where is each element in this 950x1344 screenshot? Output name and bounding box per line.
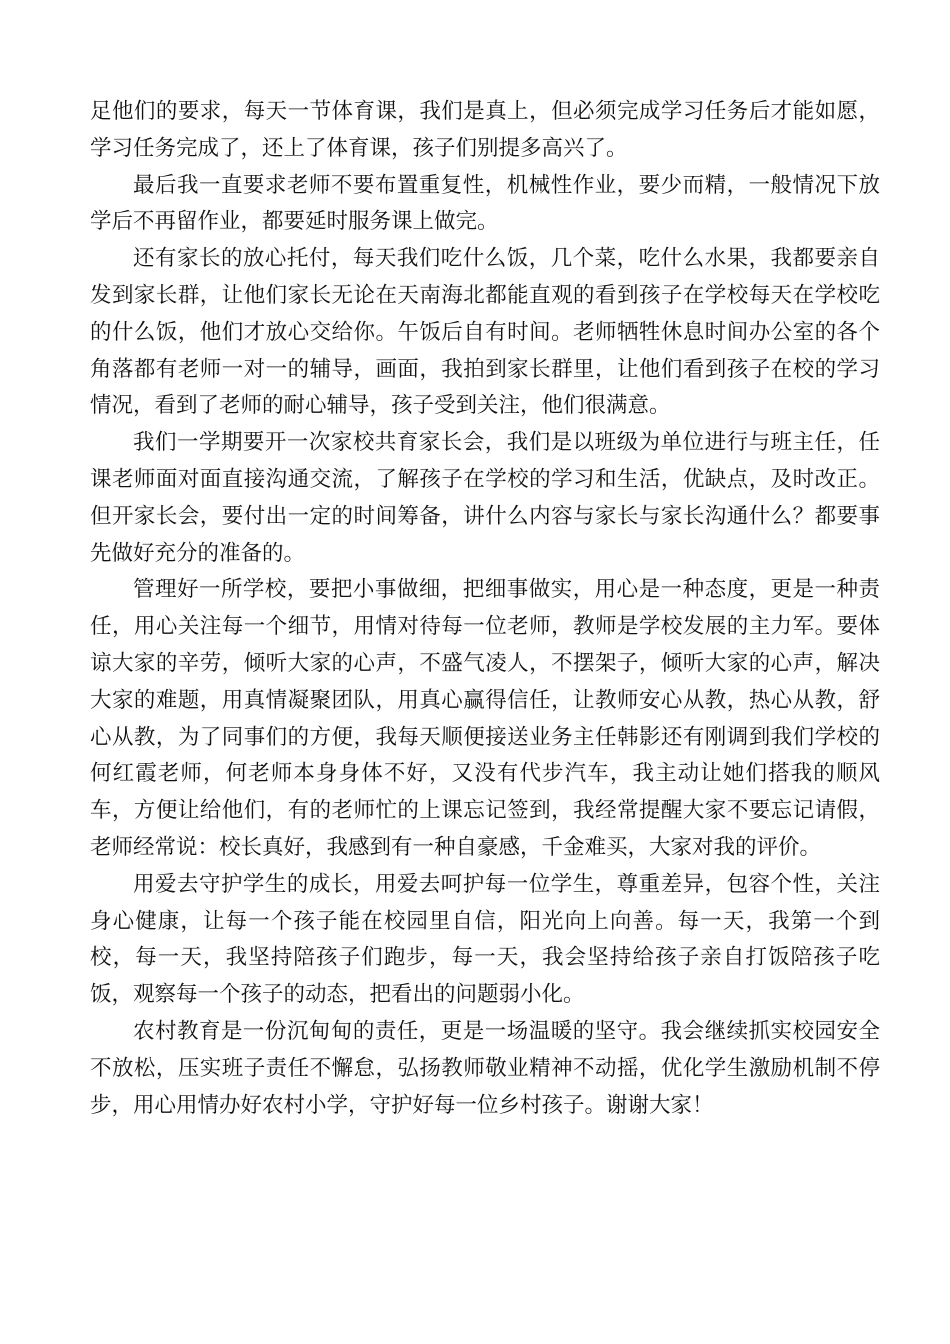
document-page <box>90 94 880 1124</box>
paragraph-7: 农村教育是一份沉甸甸的责任，更是一场温暖的坚守。我会继续抓实校园安全不放松，压实班子责任不懈怠，弘扬教师敬业精神不动摇，优化学生激励机制不停步，用心用情办好农村小学，守护好每一位乡村孩子。谢谢大家！ <box>90 1018 880 1118</box>
paragraph-5: 管理好一所学校，要把小事做细，把细事做实，用心是一种态度，更是一种责任，用心关注每一个细节，用情对待每一位老师，教师是学校发展的主力军。要体谅大家的辛劳，倾听大家的心声，不盛气凌人，不摆架子，倾听大家的心声，解决大家的难题，用真情凝聚团队，用真心赢得信任，让教师安心从教，热心从教，舒心从教，为了同事们的方便，我每天顺便接送业务主任韩影还有刚调到我们学校的何红霞老师，何老师本身身体不好，又没有代步汽车，我主动让她们搭我的顺风车，方便让给他们，有的老师忙的上课忘记签到，我经常提醒大家不要忘记请假，老师经常说：校长真好，我感到有一种自豪感，千金难买，大家对我的评价。 <box>90 577 880 860</box>
paragraph-3: 还有家长的放心托付，每天我们吃什么饭，几个菜，吃什么水果，我都要亲自发到家长群，让他们家长无论在天南海北都能直观的看到孩子在学校每天在学校吃的什么饭，他们才放心交给你。午饭后自有时间。老师牺牲休息时间办公室的各个角落都有老师一对一的辅导，画面，我拍到家长群里，让他们看到孩子在校的学习情况，看到了老师的耐心辅导，孩子受到关注，他们很满意。 <box>90 246 880 419</box>
paragraph-2: 最后我一直要求老师不要布置重复性，机械性作业，要少而精，一般情况下放学后不再留作业，都要延时服务课上做完。 <box>90 172 880 235</box>
paragraph-6: 用爱去守护学生的成长，用爱去呵护每一位学生，尊重差异，包容个性，关注身心健康，让每一个孩子能在校园里自信，阳光向上向善。每一天，我第一个到校，每一天，我坚持陪孩子们跑步，每一天，我会坚持给孩子亲自打饭陪孩子吃饭，观察每一个孩子的动态，把看出的问题弱小化。 <box>90 871 880 1008</box>
paragraph-4: 我们一学期要开一次家校共育家长会，我们是以班级为单位进行与班主任，任课老师面对面直接沟通交流，了解孩子在学校的学习和生活，优缺点，及时改正。但开家长会，要付出一定的时间筹备，讲什么内容与家长与家长沟通什么？都要事先做好充分的准备的。 <box>90 430 880 566</box>
paragraph-1: 足他们的要求，每天一节体育课，我们是真上，但必须完成学习任务后才能如愿，学习任务完成了，还上了体育课，孩子们别提多高兴了。 <box>90 99 880 161</box>
